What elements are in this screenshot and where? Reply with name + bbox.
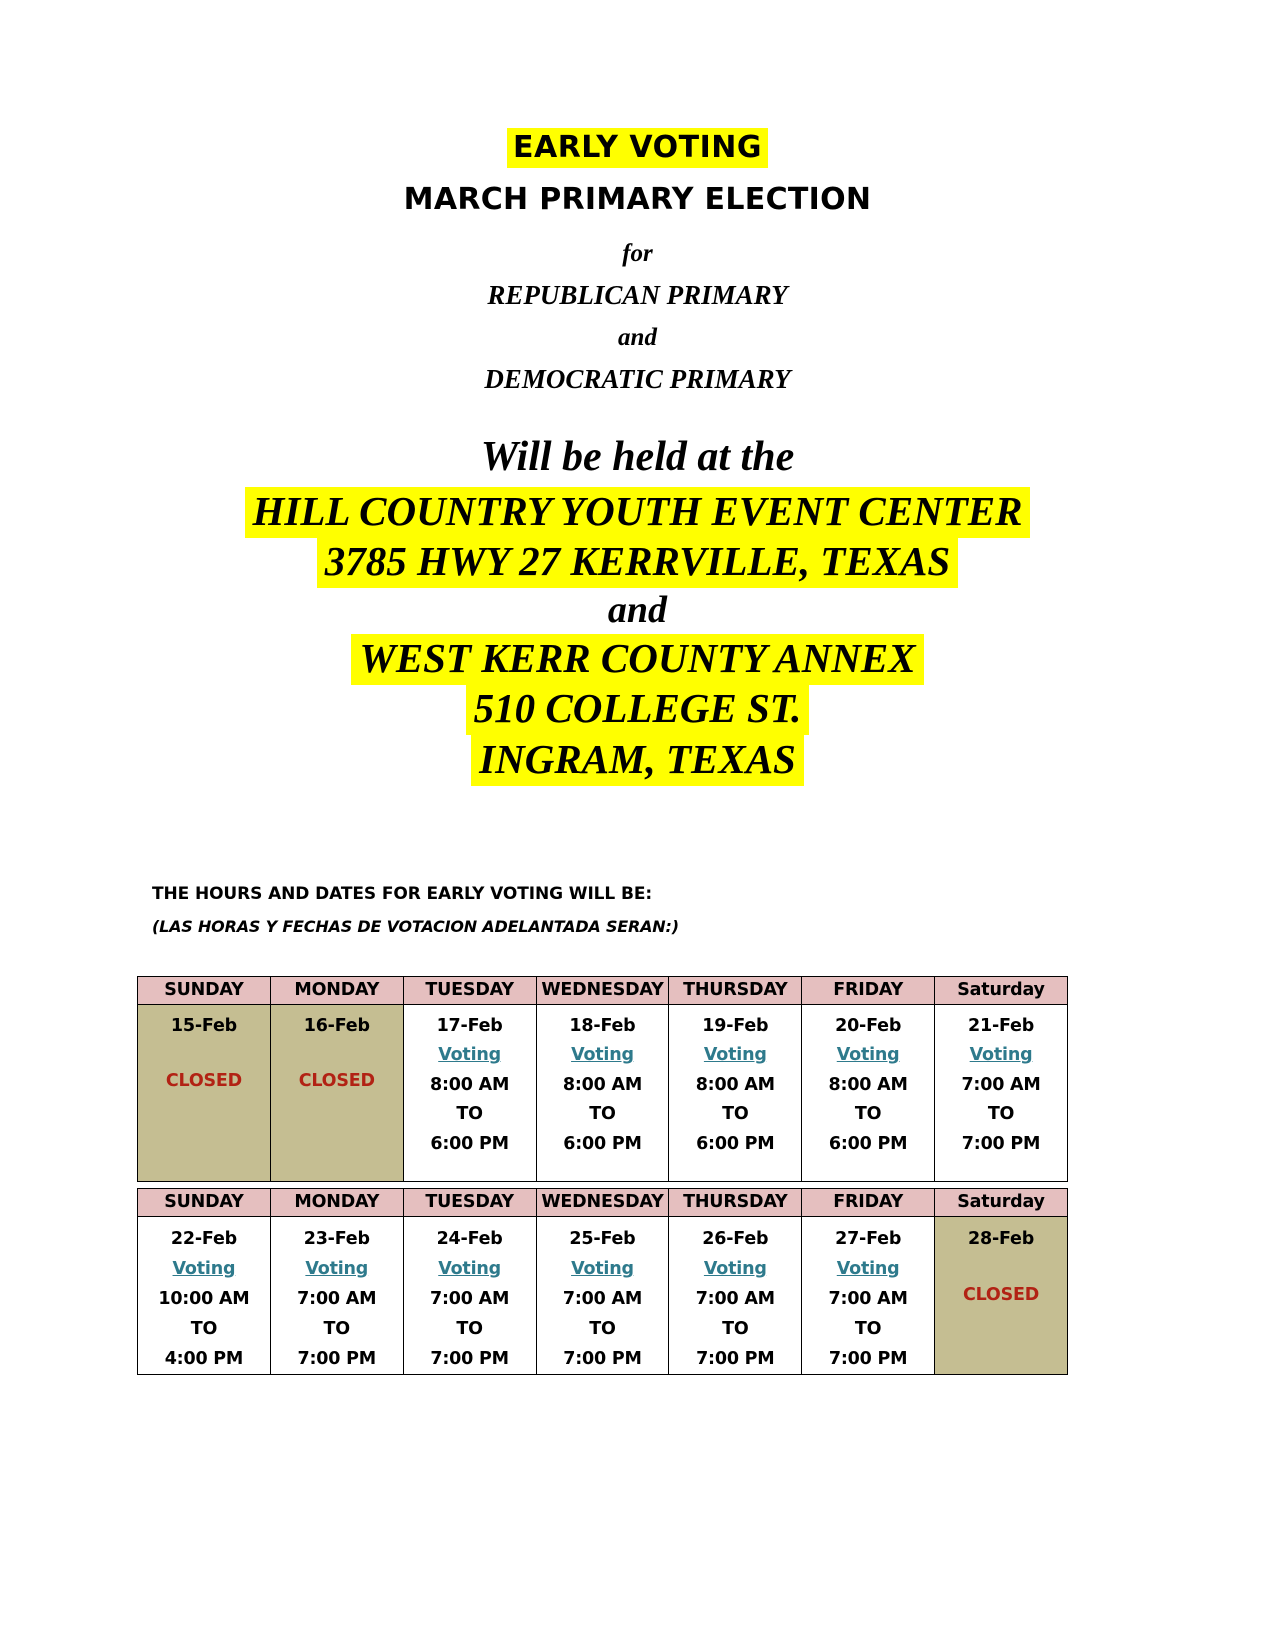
to-label: TO	[854, 1104, 882, 1125]
and-label-venues: and	[607, 589, 668, 632]
day-cell-23-feb	[270, 1217, 403, 1375]
open-time: 7:00 AM	[562, 1289, 643, 1310]
day-header-thursday: THURSDAY	[669, 977, 802, 1005]
voting-link[interactable]: Voting	[172, 1259, 236, 1280]
day-cell-content	[404, 1005, 536, 1159]
day-cell-content	[802, 1217, 934, 1374]
page-title	[0, 130, 1275, 165]
day-header-wednesday: WEDNESDAY	[536, 1189, 669, 1217]
close-time: 6:00 PM	[828, 1133, 908, 1154]
venue-block	[0, 435, 1275, 781]
voting-link[interactable]: Voting	[969, 1045, 1033, 1066]
day-header-saturday: Saturday	[935, 1189, 1068, 1217]
hours-heading-spanish: (LAS HORAS Y FECHAS DE VOTACION ADELANTADA SERAN:)	[152, 917, 679, 936]
day-cell-18-feb	[536, 1005, 669, 1182]
to-label: TO	[456, 1104, 483, 1125]
voting-link[interactable]: Voting	[703, 1259, 767, 1280]
day-date: 24-Feb	[436, 1229, 503, 1249]
day-cell-24-feb	[403, 1217, 536, 1375]
table-row	[138, 1217, 1068, 1375]
day-header-sunday: SUNDAY	[138, 1189, 271, 1217]
to-label: TO	[987, 1104, 1015, 1125]
venue-2-name: WEST KERR COUNTY ANNEX	[0, 637, 1275, 680]
day-header-monday: MONDAY	[270, 1189, 403, 1217]
close-time: 4:00 PM	[164, 1349, 244, 1370]
closed-status: CLOSED	[962, 1285, 1040, 1306]
held-at-label: Will be held at the	[480, 434, 795, 480]
day-date: 17-Feb	[436, 1016, 503, 1036]
hours-heading: THE HOURS AND DATES FOR EARLY VOTING WILL BE:	[152, 884, 653, 904]
calendar-week-2	[137, 1188, 1068, 1375]
day-date: 15-Feb	[170, 1016, 237, 1036]
day-date: 18-Feb	[569, 1016, 636, 1036]
day-date: 21-Feb	[968, 1016, 1035, 1036]
close-time: 7:00 PM	[563, 1349, 642, 1370]
close-time: 6:00 PM	[430, 1133, 509, 1154]
to-label: TO	[190, 1319, 218, 1340]
day-header-tuesday: TUESDAY	[403, 1189, 536, 1217]
voting-link[interactable]: Voting	[571, 1259, 634, 1280]
open-time: 8:00 AM	[430, 1074, 510, 1095]
party-democratic: DEMOCRATIC PRIMARY	[484, 364, 791, 394]
day-cell-19-feb	[669, 1005, 802, 1182]
open-time: 7:00 AM	[961, 1074, 1041, 1095]
close-time: 7:00 PM	[828, 1349, 908, 1370]
day-cell-content	[537, 1217, 669, 1374]
day-header-tuesday: TUESDAY	[403, 977, 536, 1005]
close-time: 6:00 PM	[696, 1133, 775, 1154]
day-header-friday: FRIDAY	[802, 977, 935, 1005]
day-cell-content	[669, 1217, 801, 1374]
open-time: 10:00 AM	[158, 1289, 250, 1310]
calendar-week-1	[137, 976, 1068, 1182]
day-cell-26-feb	[669, 1217, 802, 1375]
day-date: 27-Feb	[835, 1229, 902, 1249]
open-time: 8:00 AM	[695, 1074, 775, 1095]
closed-status: CLOSED	[298, 1071, 375, 1092]
close-time: 7:00 PM	[430, 1349, 509, 1370]
venue-1-address: 3785 HWY 27 KERRVILLE, TEXAS	[0, 540, 1275, 583]
open-time: 8:00 AM	[562, 1074, 643, 1095]
day-cell-content	[138, 1005, 270, 1097]
day-cell-content	[935, 1005, 1067, 1159]
voting-link[interactable]: Voting	[438, 1259, 501, 1280]
day-cell-20-feb	[802, 1005, 935, 1182]
day-cell-content	[271, 1217, 403, 1374]
day-cell-16-feb	[270, 1005, 403, 1182]
venue-2-city: INGRAM, TEXAS	[0, 738, 1275, 781]
day-header-thursday: THURSDAY	[669, 1189, 802, 1217]
open-time: 7:00 AM	[695, 1289, 775, 1310]
voting-link[interactable]: Voting	[836, 1045, 900, 1066]
page-title-text: EARLY VOTING	[507, 128, 768, 168]
calendar-week-2-body	[138, 1217, 1068, 1375]
day-cell-22-feb	[138, 1217, 271, 1375]
venue-1-name: HILL COUNTRY YOUTH EVENT CENTER	[0, 490, 1275, 533]
day-date: 23-Feb	[303, 1229, 370, 1249]
to-label: TO	[589, 1104, 616, 1125]
day-date: 26-Feb	[702, 1229, 769, 1249]
to-label: TO	[456, 1319, 483, 1340]
voting-link[interactable]: Voting	[571, 1045, 634, 1066]
day-date: 20-Feb	[835, 1016, 902, 1036]
day-cell-28-feb	[935, 1217, 1068, 1375]
and-label-parties: and	[618, 324, 657, 351]
day-cell-17-feb	[403, 1005, 536, 1182]
day-cell-25-feb	[536, 1217, 669, 1375]
day-header-monday: MONDAY	[270, 977, 403, 1005]
to-label: TO	[589, 1319, 616, 1340]
day-date: 16-Feb	[303, 1016, 370, 1036]
table-header-row	[138, 977, 1068, 1005]
day-cell-27-feb	[802, 1217, 935, 1375]
closed-status: CLOSED	[165, 1071, 242, 1092]
day-date: 25-Feb	[569, 1229, 636, 1249]
day-date: 28-Feb	[968, 1229, 1035, 1249]
voting-link[interactable]: Voting	[438, 1045, 501, 1066]
day-cell-15-feb	[138, 1005, 271, 1182]
day-header-saturday: Saturday	[935, 977, 1068, 1005]
header-block	[0, 0, 1275, 393]
day-cell-content	[271, 1005, 403, 1097]
day-header-sunday: SUNDAY	[138, 977, 271, 1005]
day-cell-content	[537, 1005, 669, 1159]
party-republican: REPUBLICAN PRIMARY	[487, 280, 788, 310]
day-date: 22-Feb	[170, 1229, 237, 1249]
open-time: 8:00 AM	[828, 1074, 908, 1095]
open-time: 7:00 AM	[297, 1289, 377, 1310]
day-cell-content	[669, 1005, 801, 1159]
day-cell-content	[138, 1217, 270, 1374]
to-label: TO	[722, 1104, 749, 1125]
close-time: 7:00 PM	[696, 1349, 775, 1370]
calendar-week-1-header	[138, 977, 1068, 1005]
day-date: 19-Feb	[702, 1016, 769, 1036]
close-time: 7:00 PM	[961, 1133, 1041, 1154]
close-time: 7:00 PM	[297, 1349, 376, 1370]
day-cell-content	[404, 1217, 536, 1374]
for-label: for	[622, 240, 653, 267]
open-time: 7:00 AM	[828, 1289, 908, 1310]
calendar-week-1-body	[138, 1005, 1068, 1182]
calendar-week-2-header	[138, 1189, 1068, 1217]
day-cell-content	[802, 1005, 934, 1159]
table-header-row	[138, 1189, 1068, 1217]
voting-link[interactable]: Voting	[305, 1259, 369, 1280]
voting-link[interactable]: Voting	[703, 1045, 767, 1066]
day-cell-21-feb	[935, 1005, 1068, 1182]
close-time: 6:00 PM	[563, 1133, 642, 1154]
day-cell-content	[935, 1217, 1067, 1310]
venue-2-address: 510 COLLEGE ST.	[0, 687, 1275, 730]
open-time: 7:00 AM	[430, 1289, 510, 1310]
election-subtitle: MARCH PRIMARY ELECTION	[403, 182, 872, 217]
voting-link[interactable]: Voting	[836, 1259, 900, 1280]
to-label: TO	[323, 1319, 350, 1340]
to-label: TO	[854, 1319, 882, 1340]
day-header-friday: FRIDAY	[802, 1189, 935, 1217]
day-header-wednesday: WEDNESDAY	[536, 977, 669, 1005]
table-row	[138, 1005, 1068, 1182]
to-label: TO	[722, 1319, 749, 1340]
